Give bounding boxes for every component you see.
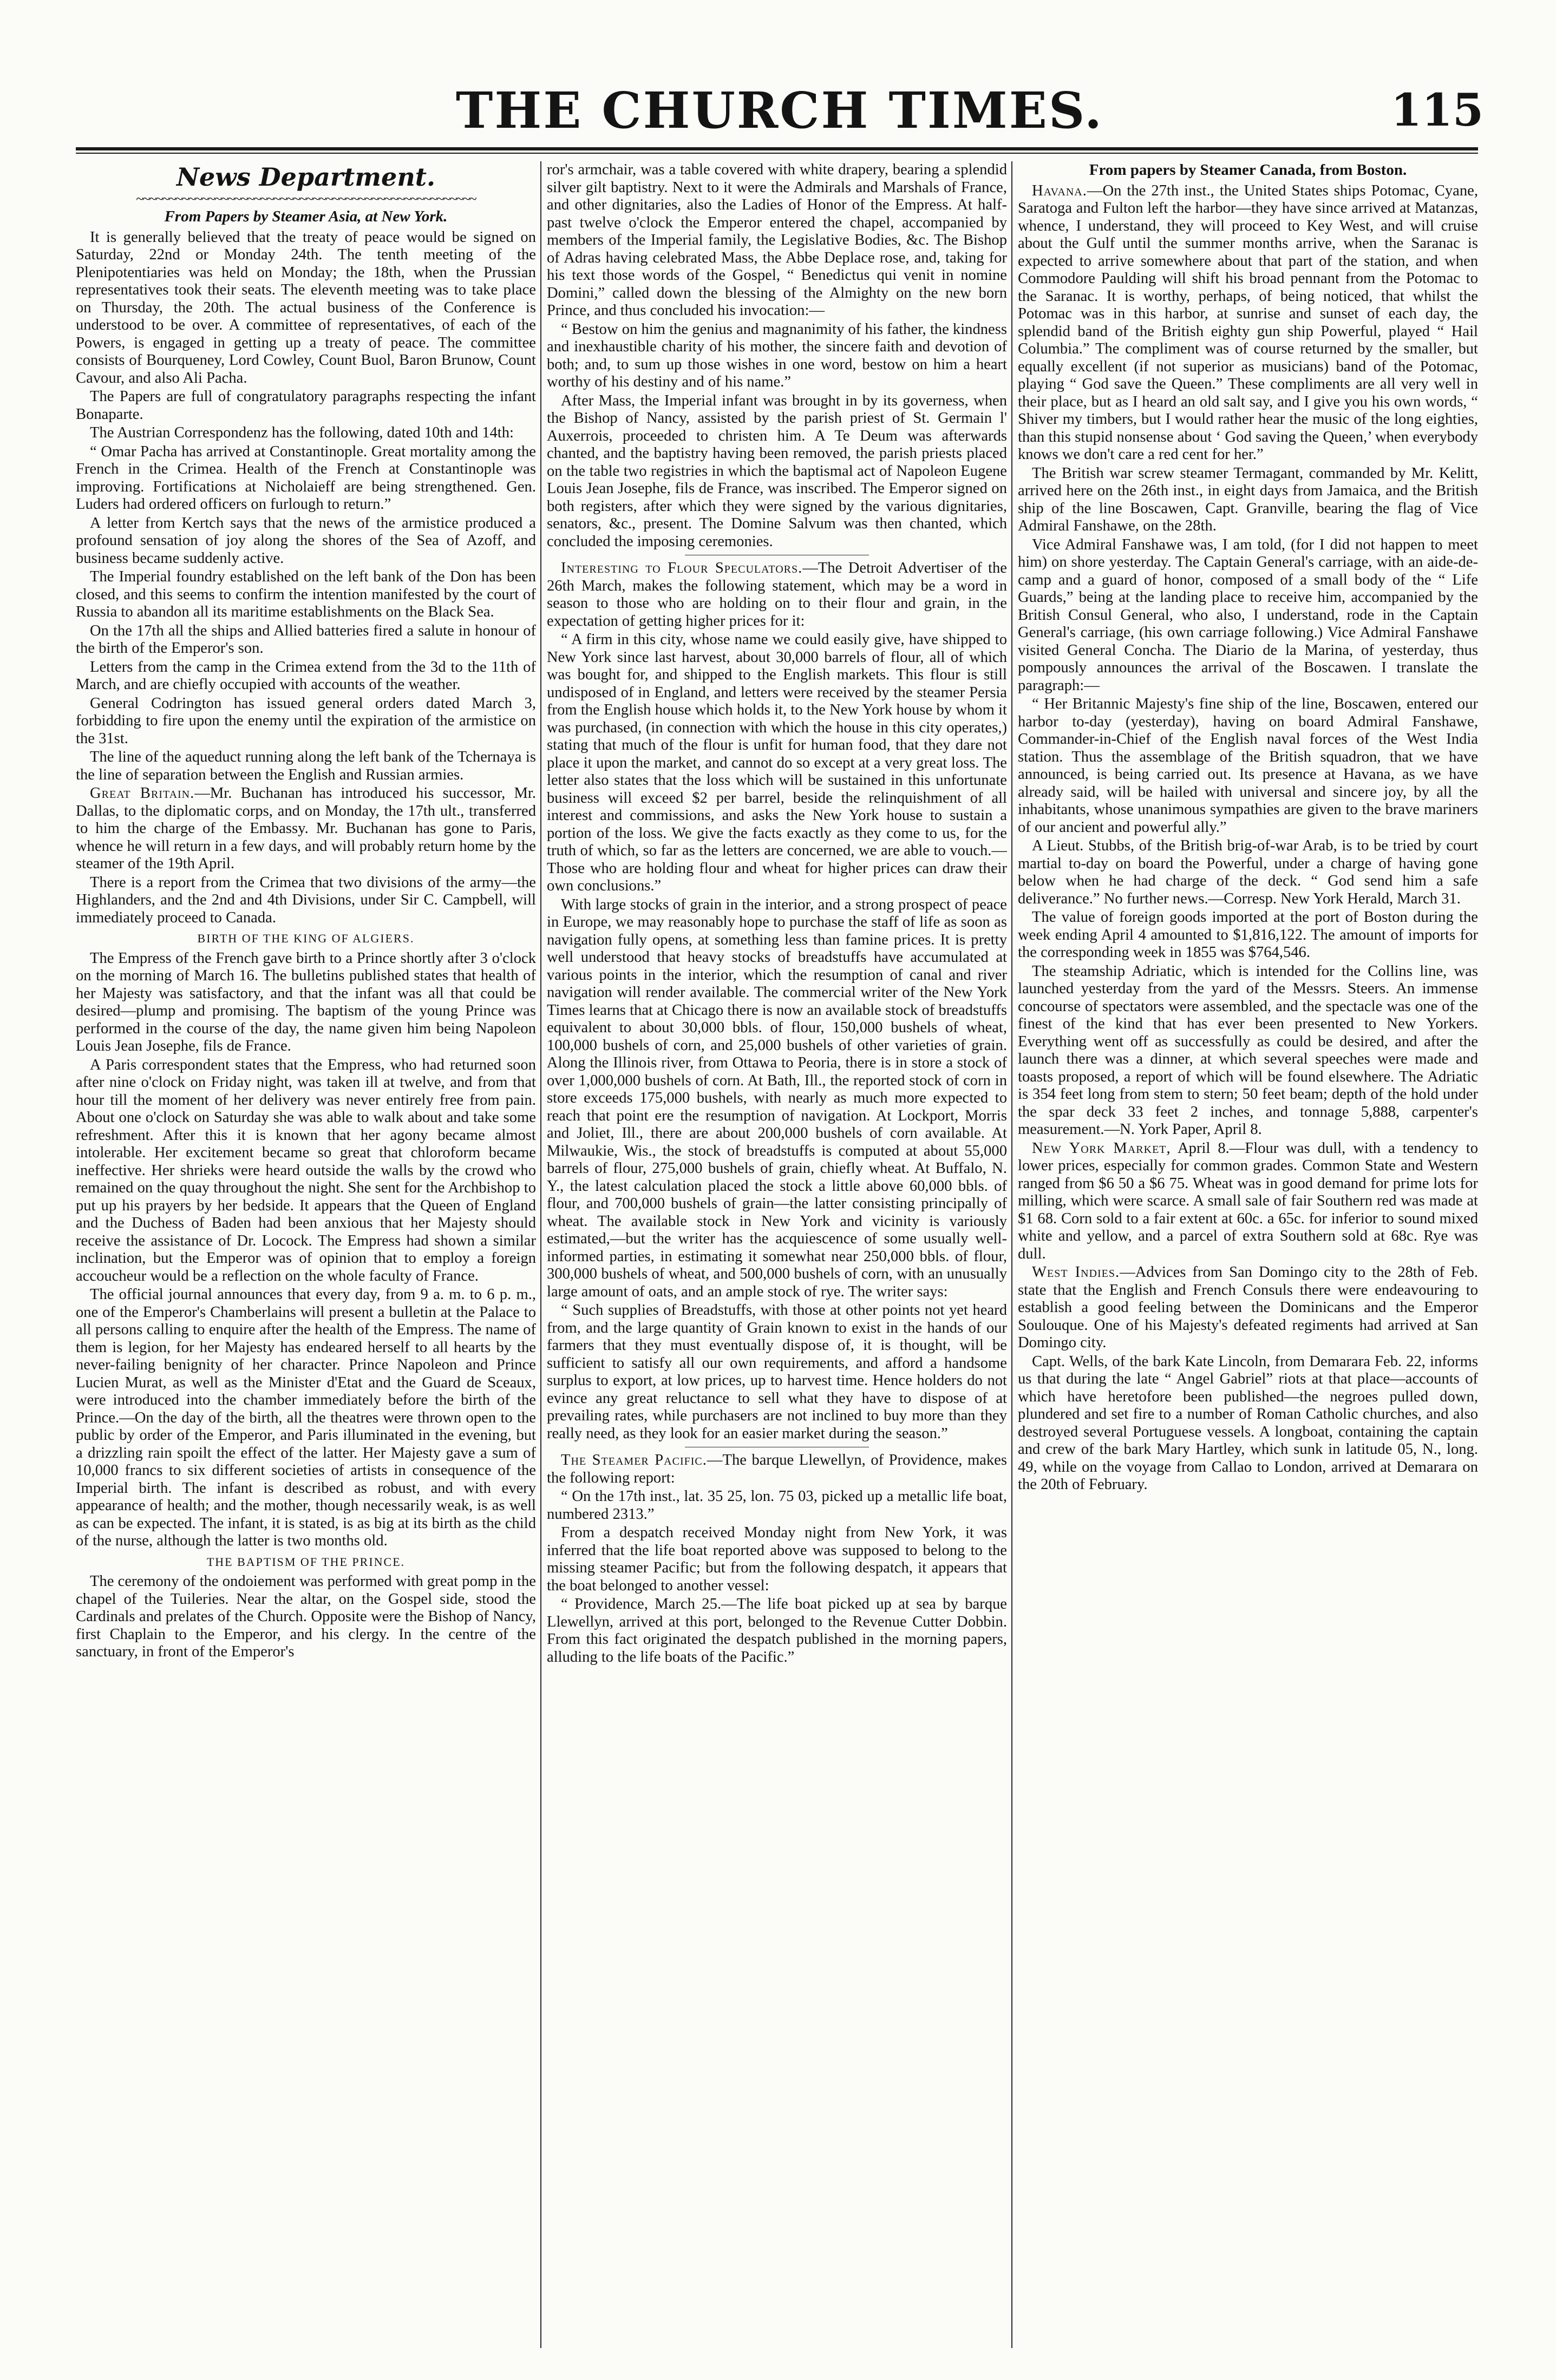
paragraph-body: —On the 27th inst., the United States ships Potomac, Cyane, Saratoga and Fulton left the harbor—they have since arrived at Matanzas, whence, I understand, they will proceed to Key West, and will cruise about the Gulf until the summer months arrive, when the Saranac is expected to arrive somewhere about that part of the station, and when Commodore Paulding will shift his broad pennant from the Potomac to the Saranac. It is worthy, perhaps, of being noticed, that whilst the Potomac was in this harbor, at sunrise and sunset of each day, the splendid band of the British eighty gun ship Powerful, played “ Hail Columbia.” The compliment was of course returned by the smaller, but equally excellent (if not superior as musicians) band of the Potomac, playing “ God save the Queen.” These compliments are all very well in their place, but as I heard an old salt say, and I give you his own words, “ Shiver my timbers, but I would rather hear the music of the long eighties, than this stupid nonsense about ‘ God saving the Queen,’ when everybody knows we don't care a red cent for her.” [1018,182,1478,463]
article-paragraph: The line of the aqueduct running along the left bank of the Tchernaya is the line of separation between the English and Russian armies. [76,749,536,783]
paragraph-lead: Havana. [1032,182,1087,199]
subheading: THE BAPTISM OF THE PRINCE. [206,1555,406,1569]
quoted-paragraph: “ On the 17th inst., lat. 35 25, lon. 75 03, picked up a metallic life boat, numbered 2313.” [547,1488,1007,1523]
article-paragraph: The steamship Adriatic, which is intended for the Collins line, was launched yesterday from the yard of the Messrs. Steers. An immense concourse of spectators were assembled, and the spectacle was one of the finest of the kind that has ever been presented to New Yorkers. Everything went off as successfully as could be desired, and after the launch there was a dinner, at which several speeches were made and toasts proposed, a report of which will be found elsewhere. The Adriatic is 354 feet long from stem to stern; 50 feet beam; depth of the hold under the spar deck 33 feet 2 inches, and tonnage 5,888, carpenter's measurement.—N. York Paper, April 8. [1018,962,1478,1138]
source-line: From Papers by Steamer Asia, at New York. [164,208,448,225]
quoted-paragraph: “ A firm in this city, whose name we could easily give, have shipped to New York since last harvest, about 30,000 barrels of flour, all of which was bought for, and shipped to the English markets. This flour is still undisposed of in England, and letters were received by the steamer Persia from the English house which holds it, to the New York house by whom it was purchased, (in connection with which the house in this city operates,) stating that much of the flour is unfit for human food, that they dare not place it upon the market, and cannot do so except at a very great loss. The letter also states that the loss which will be sustained in this unfortunate business will exceed $2 per barrel, beside the relinquishment of all interest and commissions, and asks the New York house to sustain a portion of the loss. We give the facts exactly as they come to us, for the truth of which, so far as the letters are concerned, we are able to vouch.—Those who are holding flour and wheat for higher prices can draw their own conclusions.” [547,631,1007,894]
article-paragraph: The value of foreign goods imported at the port of Boston during the week ending April 4 amounted to $1,816,122. The amount of imports for the corresponding week in 1855 was $764,546. [1018,909,1478,961]
article-paragraph: ror's armchair, was a table covered with white drapery, bearing a splendid silver gilt baptistry. Next to it were the Admirals and Marshals of France, and other dignitaries, also the Ladies of Honor of the Empress. At half-past twelve o'clock the Emperor entered the chapel, accompanied by members of the Imperial family, the Legislative Bodies, &c. The Bishop of Adras having celebrated Mass, the Abbe Deplace rose, and, taking for his text those words of the Gospel, “ Benedictus qui venit in nomine Domini,” called down the blessing of the Almighty on the new born Prince, and thus concluded his invocation:— [547,161,1007,319]
paragraph-lead: Great Britain. [90,785,195,802]
column-2 [547,161,1007,2348]
quoted-paragraph: “ Providence, March 25.—The life boat picked up at sea by barque Llewellyn, arrived at this port, belonged to the Revenue Cutter Dobbin. From this fact originated the despatch published in the morning papers, alluding to the life boats of the Pacific.” [547,1596,1007,1666]
column-divider-2 [1011,161,1012,2348]
article-paragraph [1018,182,1478,464]
column-3 [1018,161,1478,2348]
newspaper-title: THE CHURCH TIMES. [455,81,1104,140]
paragraph-lead: Interesting to Flour Speculators. [561,560,803,576]
paragraph-lead: West Indies. [1032,1264,1120,1281]
article-paragraph: The ceremony of the ondoiement was performed with great pomp in the chapel of the Tuileries. Near the altar, on the Gospel side, stood the Cardinals and prelates of the Church. Opposite were the Bishop of Nancy, first Chaplain to the Emperor, and his clergy. In the centre of the sanctuary, in front of the Emperor's [76,1573,536,1660]
paragraph-lead: The Steamer Pacific. [561,1452,707,1468]
paragraph-lead: New York Market, [1032,1139,1171,1157]
article-paragraph: The British war screw steamer Termagant, commanded by Mr. Kelitt, arrived here on the 26th inst., in eight days from Jamaica, and the British ship of the line Boscawen, Capt. Granville, bearing the flag of Vice Admiral Fanshawe, on the 28th. [1018,464,1478,534]
paragraph-body: April 8.—Flour was dull, with a tendency to lower prices, especially for common grades. Common State and Western ranged from $6 50 a $6 75. Wheat was in good demand for prime lots for milling, which were scarce. A small sale of fair Southern red was made at $1 68. Corn sold to a fair extent at 60c. a 65c. for inferior to sound mixed white and yellow, and a parcel of extra Southern sold at 68c. Rye was dull. [1018,1139,1478,1262]
paragraph-body: —The Detroit Advertiser of the 26th March, makes the following statement, which may be a word in season to those who are holding on to their flour and grain, in the expectation of getting higher prices for it: [547,560,1007,630]
article-paragraph: There is a report from the Crimea that two divisions of the army—the Highlanders, and the 2nd and 4th Divisions, under Sir C. Campbell, will immediately proceed to Canada. [76,874,536,926]
article-paragraph: A Paris correspondent states that the Empress, who had returned soon after nine o'clock on Friday night, was taken ill at twelve, and from that hour till the moment of her delivery was never entirely free from pain. About one o'clock on Saturday she was able to walk about and take some refreshment. After this it is known that her agony became almost intolerable. Her excitement became so great that chloroform became ineffective. Her shrieks were heard outside the walls by the crowd who remained on the quay throughout the night. She sent for the Archbishop to put up his prayers by her bedside. It appears that the Queen of England and the Duchess of Baden had been anxious that her Majesty should receive the assistance of Dr. Locock. The Empress had shown a similar inclination, but the Emperor was of opinion that to employ a foreign accoucheur would be a reflection on the whole faculty of France. [76,1056,536,1284]
quoted-paragraph: “ Bestow on him the genius and magnanimity of his father, the kindness and inexhaustible charity of his mother, the sincere faith and devotion of both; and, to sum up those wishes in one word, bestow on him a heart worthy of his destiny and of his name.” [547,320,1007,390]
article-paragraph [1018,1264,1478,1352]
quoted-paragraph: “ Omar Pacha has arrived at Constantinople. Great mortality among the French in the Crimea. Health of the French at Constantinople was improving. Fortifications at Nicholaieff are being strengthened. Gen. Luders had ordered officers on furlough to return.” [76,443,536,513]
page-number: 115 [1390,84,1483,136]
article-paragraph: Capt. Wells, of the bark Kate Lincoln, from Demarara Feb. 22, informs us that during the late “ Angel Gabriel” riots at that place—accounts of which have heretofore been published—the negroes pulled down, plundered and set fire to a number of Roman Catholic churches, and also destroyed several Portuguese vessels. A longboat, containing the captain and crew of the bark Mary Hartley, which sunk in latitude 05, N., long. 49, while on the voyage from Callao to London, arrived at Demarara on the 20th of February. [1018,1353,1478,1493]
article-paragraph: It is generally believed that the treaty of peace would be signed on Saturday, 22nd or Monday 24th. The tenth meeting of the Plenipotentiaries was held on Monday; the 18th, when the Prussian representatives took their seats. The eleventh meeting was to take place on Thursday, the 20th. The actual business of the Conference is understood to be over. A committee of representatives, of each of the Powers, is engaged in getting up a treaty of peace. The committee consists of Bourqueney, Lord Cowley, Count Buol, Baron Brunow, Count Cavour, and also Ali Pacha. [76,228,536,386]
wavy-rule: ~~~~~~~~~~~~~~~~~~~~~~~~~~~~~~~~~~~~~~~~~~~~~~~~~~~~ [136,194,476,205]
quoted-paragraph: “ Such supplies of Breadstuffs, with those at other points not yet heard from, and the large quantity of Grain known to exist in the hands of our farmers that they must eventually dispose of, it is thought, will be sufficient to satisfy all our own requirements, and afford a handsome surplus to export, at low prices, up to harvest time. Hence holders do not evince any great reluctance to sell what they have to dispose of at prevailing rates, while purchasers are not inclined to buy more than they really need, as they look for an easier market during the season.” [547,1302,1007,1442]
column-divider-1 [540,161,541,2348]
article-paragraph [547,1452,1007,1487]
article-paragraph: The Empress of the French gave birth to a Prince shortly after 3 o'clock on the morning of March 16. The bulletins published states that health of her Majesty was satisfactory, and that the infant was all that could be desired—plump and promising. The baptism of the young Prince was performed in the course of the day, the name given him being Napoleon Louis Jean Josephe, fils de France. [76,949,536,1054]
article-paragraph [76,785,536,873]
subheading: BIRTH OF THE KING OF ALGIERS. [197,932,415,945]
article-paragraph: Letters from the camp in the Crimea extend from the 3d to the 11th of March, and are chiefly occupied with accounts of the weather. [76,658,536,693]
quoted-paragraph: “ Her Britannic Majesty's fine ship of the line, Boscawen, entered our harbor to-day (yesterday), having on board Admiral Fanshawe, Commander-in-Chief of the English naval forces of the West India station. Thus the assemblage of the British squadron, that we have announced, is being carried out. Its presence at Havana, as we have already said, will be hailed with universal and sincere joy, by all the inhabitants, whose unanimous sympathies are given to the brave mariners of our ancient and powerful ally.” [1018,696,1478,836]
article-paragraph: The Austrian Correspondenz has the following, dated 10th and 14th: [90,424,514,441]
column-1 [76,161,536,2348]
masthead-rule-thick [76,147,1478,150]
article-paragraph: With large stocks of grain in the interior, and a strong prospect of peace in Europe, we may reasonably hope to purchase the staff of life as soon as navigation fully opens, at something less than famine prices. It is pretty well understood that heavy stocks of breadstuffs have accumulated at various points in the interior, which the resumption of canal and river navigation will render available. The commercial writer of the New York Times learns that at Chicago there is now an available stock of breadstuffs equivalent to about 30,000 bbls. of flour, 150,000 bushels of wheat, 100,000 bushels of corn, and 25,000 bushels of other varieties of grain. Along the Illinois river, from Ottawa to Peoria, there is in store a stock of over 1,000,000 bushels of corn. At Bath, Ill., the reported stock of corn in store exceeds 175,000 bushels, with nearly as much more expected to reach that point ere the resumption of navigation. At Lockport, Morris and Joliet, Ill., there are about 200,000 bushels of corn available. At Milwaukie, Wis., the stock of breadstuffs is computed at about 55,000 barrels of flour, 275,000 bushels of grain, chiefly wheat. At Buffalo, N. Y., the latest calculation placed the stock a little above 60,000 bbls. of flour, and 700,000 bushels of grain—the latter consisting principally of wheat. The available stock in New York and vicinity is variously estimated,—but the writer has the acquiescence of some usually well-informed parties, in estimating it somewhat near 250,000 bbls. of flour, 300,000 bushels of wheat, and 500,000 bushels of corn, with an unusually large amount of oats, and an ample stock of rye. The writer says: [547,896,1007,1300]
article-paragraph: Vice Admiral Fanshawe was, I am told, (for I did not happen to meet him) on shore yesterday. The Captain General's carriage, with an aide-de-camp and a guard of honor, composed of a small body of the “ Life Guards,” being at the landing place to receive him, accompanied by the British Consul General, who also, I understand, rode in the Captain General's carriage, (his own carriage following.) Vice Admiral Fanshawe visited General Concha. The Diario de la Marina, of yesterday, thus pompously announces the arrival of the Boscawen. I translate the paragraph:— [1018,536,1478,694]
article-paragraph: A letter from Kertch says that the news of the armistice produced a profound sensation of joy along the shores of the Sea of Azoff, and business became suddenly active. [76,514,536,567]
article-paragraph [1018,1140,1478,1263]
paragraph-body: —The barque Llewellyn, of Providence, makes the following report: [547,1452,1007,1486]
article-paragraph [547,560,1007,630]
article-paragraph: After Mass, the Imperial infant was brought in by its governess, when the Bishop of Nancy, assisted by the parish priest of St. Germain l' Auxerrois, proceeded to christen him. A Te Deum was afterwards chanted, and the baptistry having been removed, the parish priests placed on the table two registries in which the baptismal act of Napoleon Eugene Louis Jean Josephe, fils de France, was inscribed. The Emperor signed on both registers, after which they were signed by the various dignitaries, senators, &c., present. The Domine Salvum was then chanted, which concluded the imposing ceremonies. [547,392,1007,550]
article-paragraph: The Imperial foundry established on the left bank of the Don has been closed, and this seems to confirm the intention manifested by the court of Russia to abandon all its maritime establishments on the Black Sea. [76,568,536,620]
article-paragraph: General Codrington has issued general orders dated March 3, forbidding to fire upon the enemy until the expiration of the armistice on the 31st. [76,694,536,747]
paragraph-body: —Advices from San Domingo city to the 28th of Feb. state that the English and French Consuls there were endeavouring to establish a good feeling between the Dominicans and the Emperor Soulouque. One of his Majesty's defeated regiments had arrived at San Domingo city. [1018,1264,1478,1351]
article-paragraph: On the 17th all the ships and Allied batteries fired a salute in honour of the birth of the Emperor's son. [76,622,536,657]
masthead [76,81,1483,146]
source-line: From papers by Steamer Canada, from Boston. [1089,161,1407,179]
article-paragraph: A Lieut. Stubbs, of the British brig-of-war Arab, is to be tried by court martial to-day on board the Powerful, under a charge of having gone below when he had charge of the deck. “ God send him a safe deliverance.” No further news.—Corresp. New York Herald, March 31. [1018,837,1478,907]
section-title: News Department. [176,162,436,192]
article-paragraph: From a despatch received Monday night from New York, it was inferred that the life boat reported above was supposed to belong to the missing steamer Pacific; but from the following despatch, it appears that the boat belonged to another vessel: [547,1524,1007,1594]
article-paragraph: The Papers are full of congratulatory paragraphs respecting the infant Bonaparte. [76,388,536,423]
masthead-rule-thin [76,153,1478,154]
article-paragraph: The official journal announces that every day, from 9 a. m. to 6 p. m., one of the Emperor's Chamberlains will present a bulletin at the Palace to all persons calling to enquire after the health of the Empress. The name of them is legion, for her Majesty has endeared herself to all hearts by the never-failing benignity of her character. Prince Napoleon and Prince Lucien Murat, as well as the Minister d'Etat and the Guard de Sceaux, were introduced into the chamber immediately before the birth of the Prince.—On the day of the birth, all the theatres were thrown open to the public by order of the Emperor, and Paris illuminated in the evening, but a drizzling rain spoilt the effect of the latter. Her Majesty gave a sum of 10,000 francs to six different societies of artists in consequence of the Imperial birth. The infant is described as robust, and with every appearance of health; and the mother, though necessarily weak, is as well as can be expected. The infant, it is stated, is as big at its birth as the child of the nurse, although the latter is two months old. [76,1286,536,1549]
paragraph-body: —Mr. Buchanan has introduced his successor, Mr. Dallas, to the diplomatic corps, and on Monday, the 17th ult., transferred to him the charge of the Embassy. Mr. Buchanan has gone to Paris, whence he will return in a few days, and will probably return home by the steamer of the 19th April. [76,785,536,872]
